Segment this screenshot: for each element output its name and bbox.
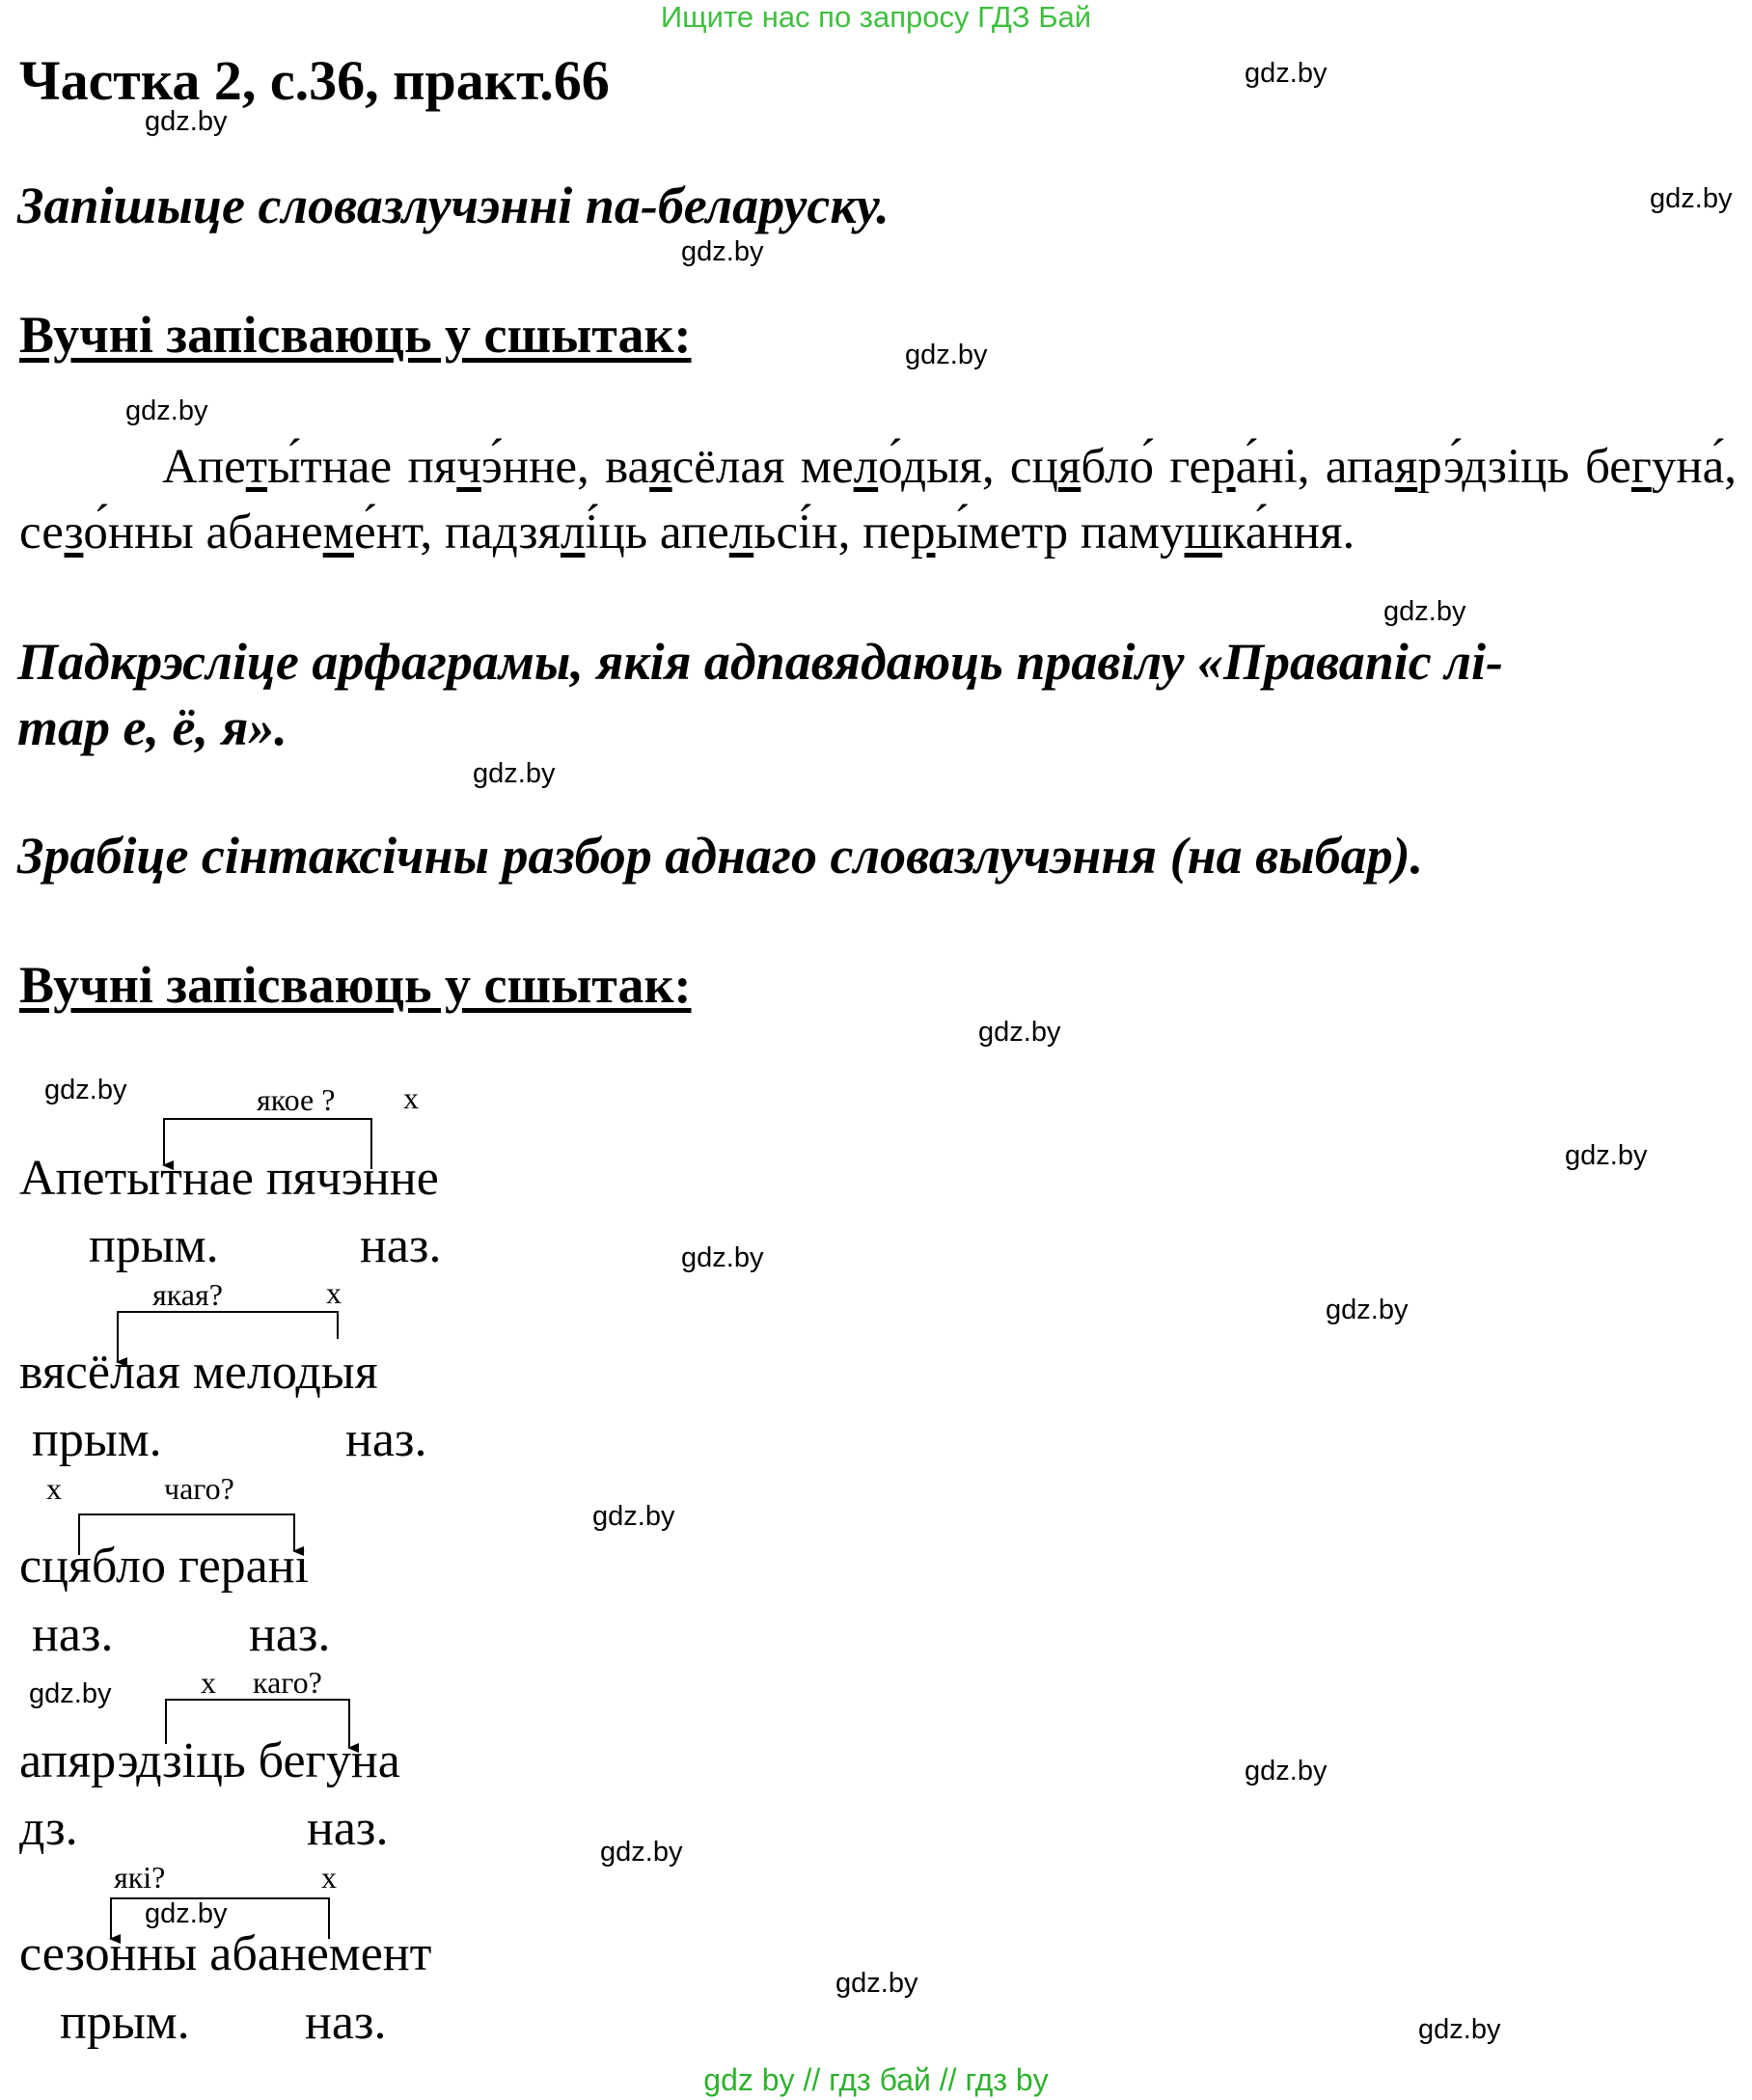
pos-4a: дз. — [19, 1801, 78, 1856]
question-label-3: чаго? — [164, 1471, 234, 1506]
underlined-letter: я — [649, 440, 672, 494]
pos-5a: прым. — [60, 1995, 190, 2050]
question-label-2: якая? — [152, 1277, 223, 1312]
head-mark-3: х — [46, 1471, 62, 1506]
paragraph-text: Апе — [162, 440, 246, 494]
paragraph-text: о́дыя, сц — [878, 440, 1058, 494]
head-mark-4: х — [201, 1665, 216, 1700]
paragraph-text: уна́, се — [19, 440, 1738, 559]
watermark: gdz.by — [600, 1837, 683, 1868]
watermark: gdz.by — [1418, 2014, 1501, 2045]
head-mark-2: х — [326, 1275, 342, 1310]
watermark: gdz.by — [473, 758, 556, 789]
paragraph-text: ы́метр паму — [935, 505, 1185, 559]
watermark: gdz.by — [681, 1242, 764, 1273]
underlined-letter: л — [560, 505, 586, 559]
watermark: gdz.by — [1245, 58, 1328, 89]
watermark: gdz.by — [145, 106, 228, 137]
underlined-letter: л — [728, 505, 754, 559]
underlined-letter: р — [1211, 440, 1236, 494]
phrase-2: вясёлая мелодыя — [19, 1345, 378, 1400]
phrase-5: сезонны абанемент — [19, 1926, 432, 1981]
pos-2b: наз. — [345, 1412, 427, 1467]
footer-links[interactable]: gdz by // гдз бай // гдз by — [703, 2062, 1049, 2097]
underlined-letter: р — [911, 505, 936, 559]
watermark: gdz.by — [835, 1968, 918, 1999]
paragraph-text: бло́ ге — [1081, 440, 1212, 494]
watermark: gdz.by — [125, 395, 208, 426]
paragraph-text: ка́ння. — [1221, 505, 1355, 559]
pos-4b: наз. — [307, 1801, 389, 1856]
underlined-letter: ш — [1184, 505, 1222, 559]
section-heading-1: Вучні запісваюць у сшытак: — [19, 306, 692, 364]
underlined-letter: л — [853, 440, 879, 494]
pos-3a: наз. — [32, 1607, 114, 1662]
pos-1a: прым. — [89, 1218, 219, 1273]
underlined-letter: м — [322, 505, 354, 559]
task-2-line-1: Падкрэсліце арфаграмы, якія адпавядаюць правілу «Правапіс лі- — [17, 633, 1503, 691]
paragraph-text: ьсі́н, пе — [753, 505, 912, 559]
pos-3b: наз. — [249, 1607, 331, 1662]
watermark: gdz.by — [1245, 1756, 1328, 1786]
task-2-line-2: тар е, ё, я». — [17, 698, 287, 756]
watermark: gdz.by — [145, 1898, 228, 1929]
paragraph-text: о́нны абане — [83, 505, 323, 559]
question-label-4: каго? — [253, 1665, 322, 1700]
question-label-5: які? — [114, 1860, 166, 1895]
head-mark-1: х — [403, 1080, 419, 1115]
head-mark-5: х — [321, 1860, 337, 1895]
top-banner[interactable]: Ищите нас по запросу ГДЗ Бай — [660, 0, 1092, 34]
watermark: gdz.by — [905, 340, 988, 370]
phrase-3: сцябло герані — [19, 1539, 310, 1594]
page-title: Частка 2, с.36, практ.66 — [19, 49, 610, 112]
paragraph-text: рэ́дзіць бе — [1417, 440, 1631, 494]
underlined-letter: г — [1630, 440, 1652, 494]
underlined-letter: я — [1057, 440, 1081, 494]
underlined-letter: я — [1394, 440, 1418, 494]
paragraph-text: э́нне, ва — [480, 440, 650, 494]
question-label-1: якое ? — [257, 1082, 336, 1117]
watermark: gdz.by — [1326, 1295, 1409, 1325]
paragraph-text: і́ць апе — [585, 505, 729, 559]
underlined-letter: ч — [456, 440, 481, 494]
underlined-letter: т — [245, 440, 268, 494]
watermark: gdz.by — [29, 1678, 112, 1709]
watermark: gdz.by — [978, 1017, 1061, 1048]
phrase-1: Апетытнае пячэнне — [19, 1151, 439, 1206]
watermark: gdz.by — [1650, 183, 1733, 214]
paragraph-text: а́ні, апа — [1235, 440, 1395, 494]
task-3: Зрабіце сінтаксічны разбор аднаго словазлучэння (на выбар). — [17, 827, 1424, 885]
paragraph-text: сёлая ме — [671, 440, 854, 494]
watermark: gdz.by — [1565, 1140, 1648, 1171]
watermark: gdz.by — [44, 1075, 127, 1105]
pos-5b: наз. — [305, 1995, 387, 2050]
underlined-letter: з — [64, 505, 84, 559]
paragraph-text: е́нт, падзя — [353, 505, 561, 559]
watermark: gdz.by — [592, 1501, 675, 1532]
paragraph-text: ы́тнае пя — [267, 440, 457, 494]
pos-2a: прым. — [32, 1412, 162, 1467]
task-1: Запішыце словазлучэнні па-беларуску. — [17, 177, 890, 234]
answer-paragraph — [19, 434, 1737, 565]
pos-1b: наз. — [360, 1218, 442, 1273]
section-heading-2: Вучні запісваюць у сшытак: — [19, 956, 692, 1014]
phrase-4: апярэдзіць бегуна — [19, 1733, 400, 1788]
watermark: gdz.by — [681, 236, 764, 267]
watermark: gdz.by — [1383, 596, 1466, 627]
